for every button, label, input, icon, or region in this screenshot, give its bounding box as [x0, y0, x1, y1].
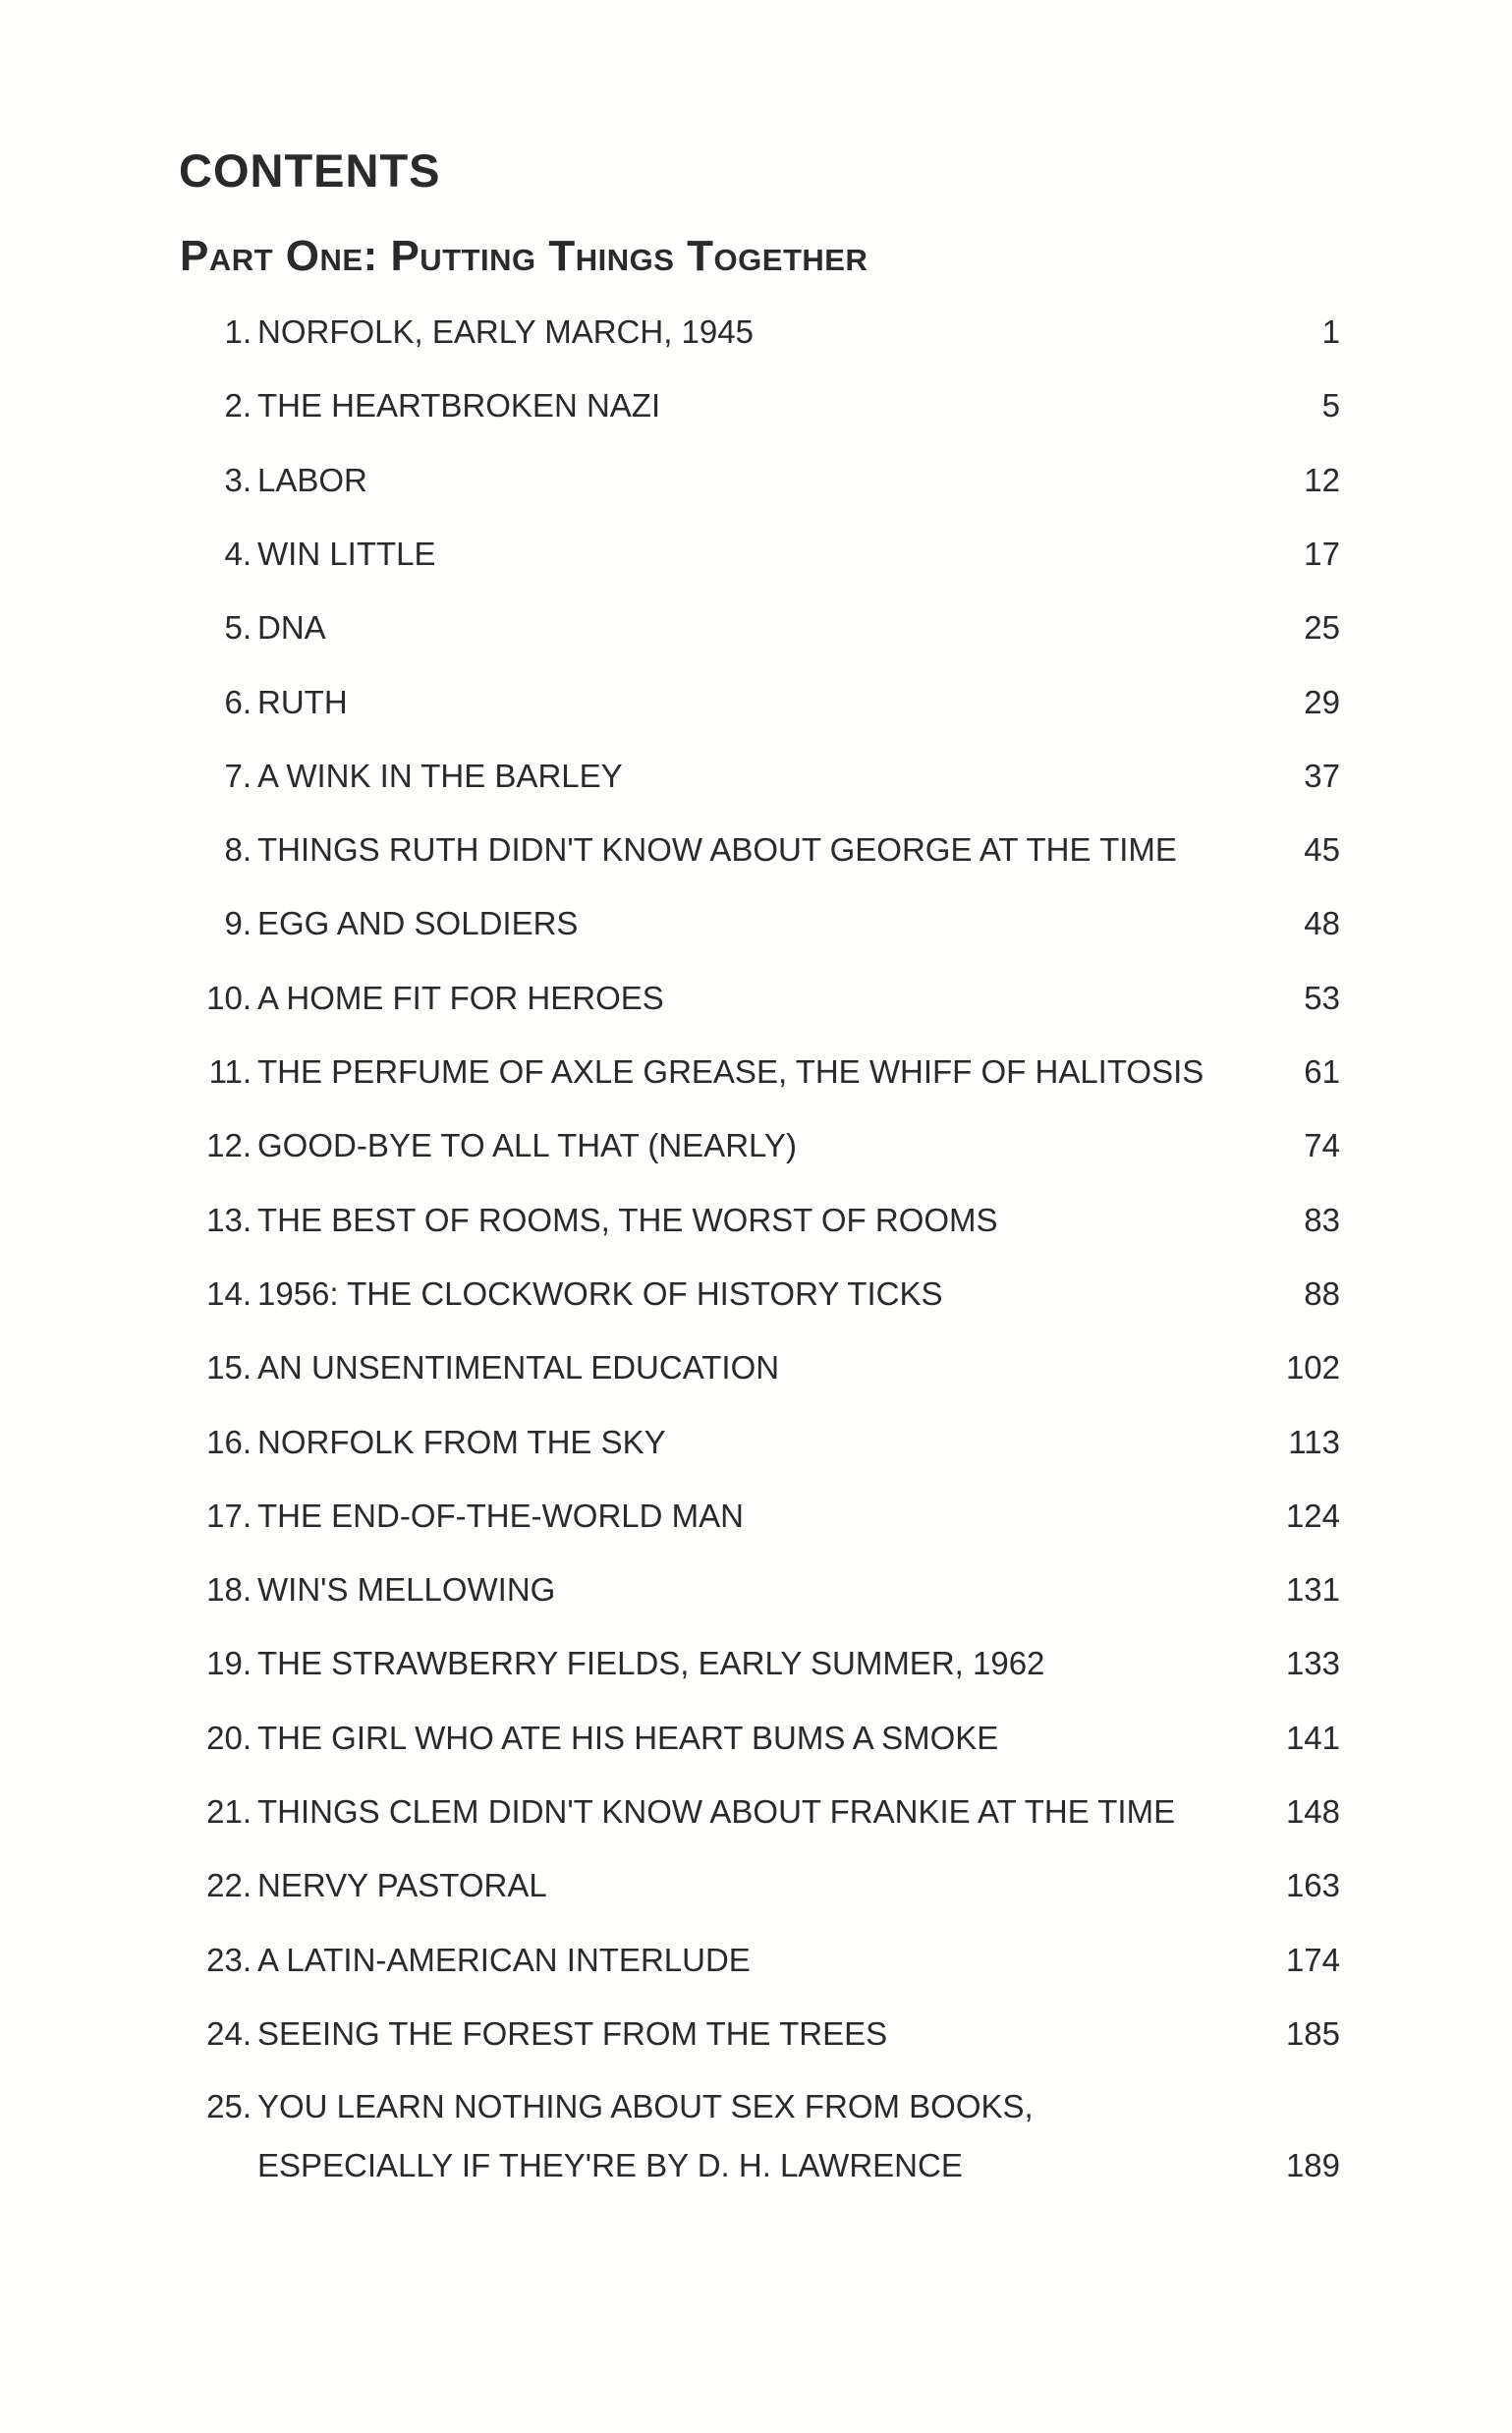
entry-page: 5 [1321, 387, 1340, 424]
toc-entry [0, 608, 1512, 648]
entry-number: 22. [206, 1867, 252, 1904]
toc-entry [0, 1719, 1512, 1758]
entry-title-line2: ESPECIALLY IF THEY'RE BY D. H. LAWRENCE [257, 2147, 963, 2183]
toc-entry [0, 1274, 1512, 1314]
entry-title: WIN'S MELLOWING [257, 1571, 556, 1609]
entry-number: 1. [224, 313, 252, 350]
toc-entry [0, 2014, 1512, 2054]
entry-page: 17 [1304, 535, 1340, 572]
entry-number: 15. [206, 1349, 252, 1386]
entry-page: 48 [1304, 905, 1340, 942]
entry-title: RUTH [257, 683, 348, 720]
entry-title: SEEING THE FOREST FROM THE TREES [257, 2014, 888, 2052]
entry-title: THE PERFUME OF AXLE GREASE, THE WHIFF OF HALITOSIS [257, 1053, 1204, 1090]
entry-title: A LATIN-AMERICAN INTERLUDE [257, 1941, 751, 1978]
entry-page: 37 [1304, 757, 1340, 794]
entry-page: 12 [1304, 461, 1340, 498]
toc-entry [0, 1497, 1512, 1536]
toc-entry [0, 1126, 1512, 1165]
entry-page: 174 [1285, 1941, 1340, 1978]
entry-number: 10. [206, 979, 252, 1016]
toc-entry [0, 979, 1512, 1018]
entry-title: DNA [257, 609, 326, 647]
entry-number: 3. [224, 461, 252, 498]
toc-entry [0, 1644, 1512, 1683]
entry-number: 18. [206, 1571, 252, 1609]
entry-title-line1: YOU LEARN NOTHING ABOUT SEX FROM BOOKS, [257, 2088, 1034, 2124]
entry-number: 16. [206, 1423, 252, 1460]
entry-title: WIN LITTLE [257, 535, 436, 572]
entry-title: NORFOLK FROM THE SKY [257, 1423, 666, 1460]
entry-page: 113 [1288, 1423, 1340, 1460]
entry-title: A WINK IN THE BARLEY [257, 757, 623, 794]
entry-page: 189 [1285, 2147, 1340, 2183]
entry-page: 74 [1304, 1127, 1340, 1164]
entry-page: 1 [1321, 313, 1340, 350]
toc-entry [0, 1201, 1512, 1240]
entry-page: 29 [1304, 683, 1340, 720]
entry-title: THE BEST OF ROOMS, THE WORST OF ROOMS [257, 1201, 998, 1238]
toc-entry [0, 1866, 1512, 1905]
entry-number: 25. [206, 2088, 252, 2124]
entry-page: 102 [1285, 1349, 1340, 1386]
entry-title: EGG AND SOLDIERS [257, 905, 579, 942]
entry-page: 133 [1285, 1645, 1340, 1682]
entry-page: 148 [1285, 1793, 1340, 1830]
entry-number: 8. [224, 831, 252, 869]
entry-title: THE STRAWBERRY FIELDS, EARLY SUMMER, 1962 [257, 1645, 1045, 1682]
entry-page: 61 [1304, 1053, 1340, 1090]
entry-page: 88 [1304, 1274, 1340, 1312]
toc-entry [0, 1423, 1512, 1462]
toc-entry [0, 1348, 1512, 1387]
page-title: CONTENTS [179, 144, 441, 197]
entry-title: 1956: THE CLOCKWORK OF HISTORY TICKS [257, 1274, 943, 1312]
toc-entry [0, 757, 1512, 796]
entry-title: LABOR [257, 461, 367, 498]
part-heading: Part One: Putting Things Together [180, 232, 868, 280]
toc-entry [0, 830, 1512, 870]
entry-number: 14. [206, 1274, 252, 1312]
entry-title: AN UNSENTIMENTAL EDUCATION [257, 1349, 780, 1386]
toc-entry [0, 1052, 1512, 1092]
entry-page: 83 [1304, 1201, 1340, 1238]
toc-entry [0, 2087, 1512, 2185]
entry-number: 20. [206, 1719, 252, 1756]
entry-title: THINGS CLEM DIDN'T KNOW ABOUT FRANKIE AT THE TIME [257, 1793, 1176, 1830]
toc-entry [0, 535, 1512, 574]
entry-title: A HOME FIT FOR HEROES [257, 979, 664, 1016]
entry-number: 9. [224, 905, 252, 942]
entry-number: 6. [224, 683, 252, 720]
entry-number: 24. [206, 2014, 252, 2052]
entry-title: NERVY PASTORAL [257, 1867, 547, 1904]
entry-title: THE HEARTBROKEN NAZI [257, 387, 661, 424]
entry-page: 131 [1285, 1571, 1340, 1609]
entry-page: 141 [1285, 1719, 1340, 1756]
entry-page: 185 [1285, 2014, 1340, 2052]
entry-title: THINGS RUTH DIDN'T KNOW ABOUT GEORGE AT THE TIME [257, 831, 1177, 869]
entry-number: 5. [224, 609, 252, 647]
entry-page: 45 [1304, 831, 1340, 869]
entry-number: 21. [206, 1793, 252, 1830]
entry-number: 13. [206, 1201, 252, 1238]
toc-entry [0, 386, 1512, 425]
entry-title: THE GIRL WHO ATE HIS HEART BUMS A SMOKE [257, 1719, 999, 1756]
entry-title: NORFOLK, EARLY MARCH, 1945 [257, 313, 754, 350]
toc-entry [0, 904, 1512, 943]
toc-entry [0, 461, 1512, 500]
entry-number: 4. [224, 535, 252, 572]
toc-entry [0, 1941, 1512, 1980]
entry-number: 23. [206, 1941, 252, 1978]
entry-number: 7. [224, 757, 252, 794]
toc-entry [0, 1792, 1512, 1832]
toc-entry [0, 312, 1512, 352]
entry-title: GOOD-BYE TO ALL THAT (NEARLY) [257, 1127, 797, 1164]
entry-number: 17. [206, 1497, 252, 1534]
entry-page: 124 [1285, 1497, 1340, 1534]
toc-entry [0, 1570, 1512, 1610]
entry-page: 25 [1304, 609, 1340, 647]
entry-number: 2. [224, 387, 252, 424]
toc-entry [0, 683, 1512, 722]
entry-number: 19. [206, 1645, 252, 1682]
entry-number: 11. [208, 1053, 252, 1090]
entry-title: THE END-OF-THE-WORLD MAN [257, 1497, 744, 1534]
entry-number: 12. [206, 1127, 252, 1164]
entry-page: 53 [1304, 979, 1340, 1016]
entry-page: 163 [1285, 1867, 1340, 1904]
